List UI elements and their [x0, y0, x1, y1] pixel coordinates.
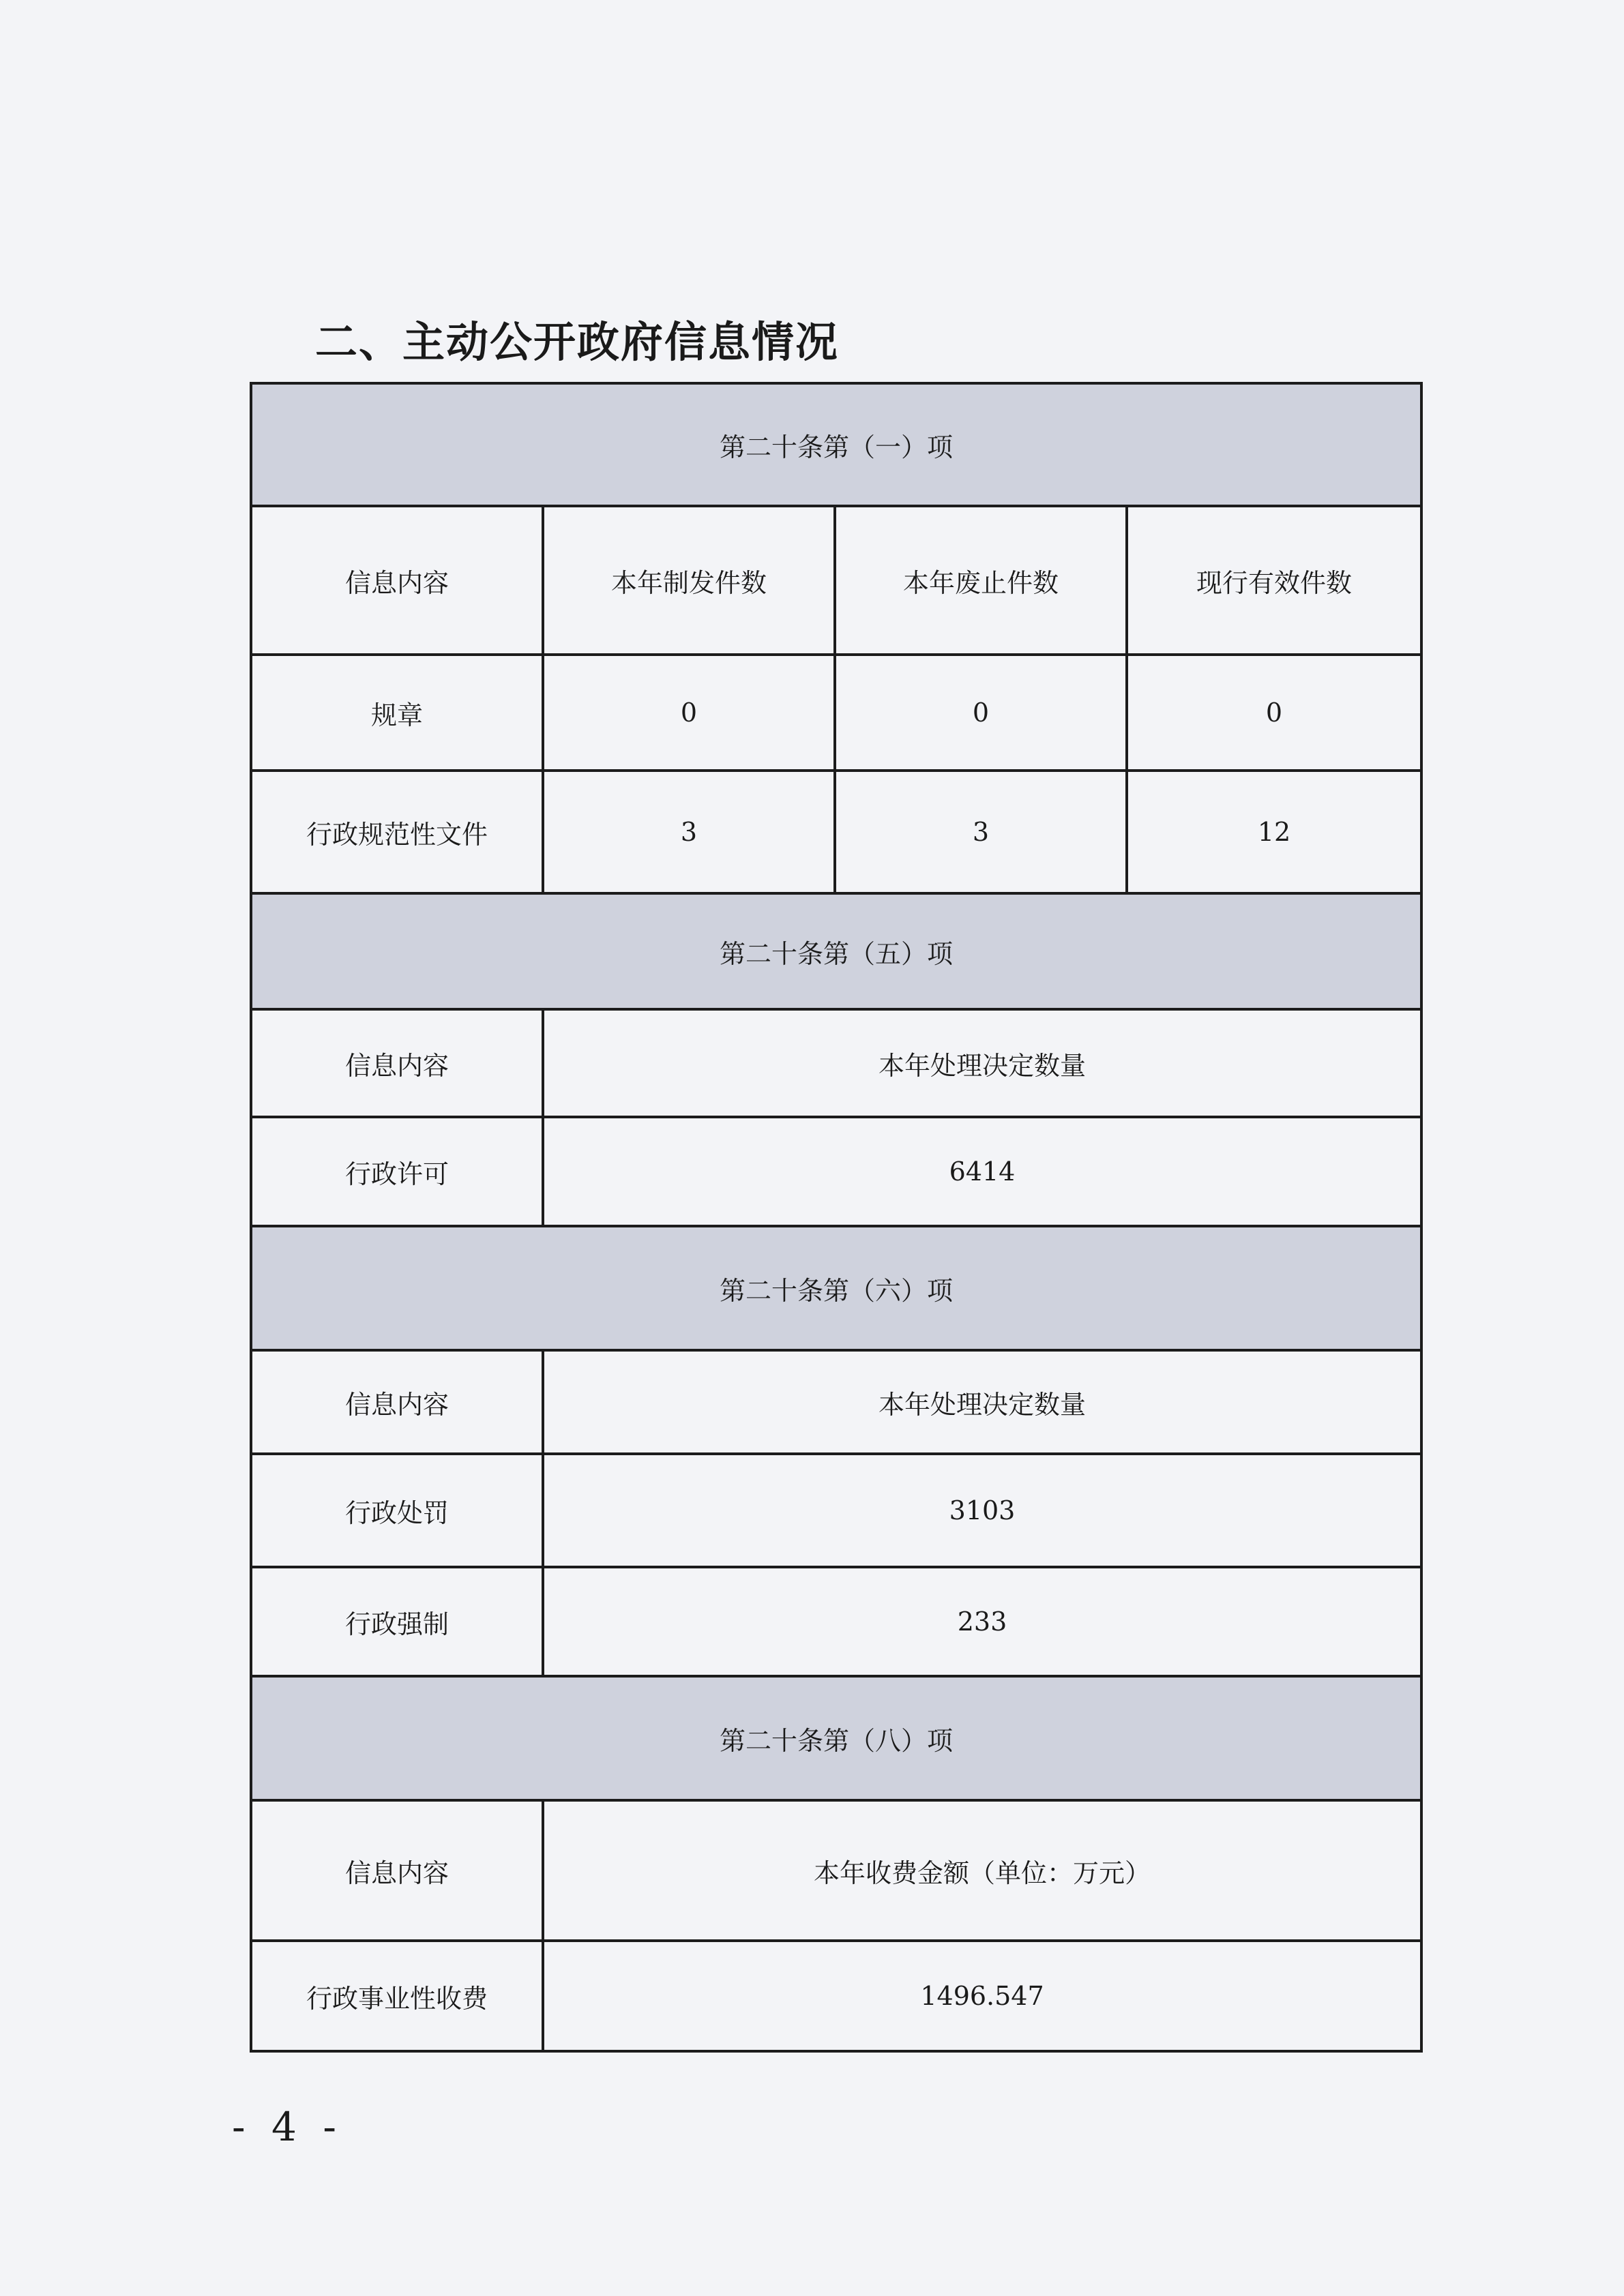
row-name: 行政强制 [251, 1567, 543, 1676]
cell-value: 3103 [543, 1454, 1421, 1567]
page-number: - 4 - [232, 2104, 343, 2150]
col-header-info: 信息内容 [251, 1009, 543, 1117]
row-name: 规章 [251, 655, 543, 771]
table-row [251, 1117, 1421, 1226]
cell-issued: 0 [543, 655, 835, 771]
section-title-article20-8: 第二十条第（八）项 [251, 1676, 1421, 1800]
col-header-abolished: 本年废止件数 [835, 506, 1127, 655]
table-row [251, 1941, 1421, 2051]
cell-valid: 12 [1127, 771, 1421, 893]
info-disclosure-table [250, 382, 1423, 2053]
cell-abolished: 0 [835, 655, 1127, 771]
section-title-article20-5: 第二十条第（五）项 [251, 893, 1421, 1009]
column-header-row [251, 1800, 1421, 1941]
section-header-row [251, 1676, 1421, 1800]
row-name: 行政事业性收费 [251, 1941, 543, 2051]
table-row [251, 655, 1421, 771]
cell-abolished: 3 [835, 771, 1127, 893]
section-header-row [251, 893, 1421, 1009]
cell-value: 233 [543, 1567, 1421, 1676]
cell-value: 1496.547 [543, 1941, 1421, 2051]
table-row [251, 1567, 1421, 1676]
row-name: 行政处罚 [251, 1454, 543, 1567]
section-title-article20-1: 第二十条第（一）项 [251, 383, 1421, 506]
column-header-row [251, 506, 1421, 655]
section-header-row [251, 1226, 1421, 1350]
row-name: 行政规范性文件 [251, 771, 543, 893]
cell-valid: 0 [1127, 655, 1421, 771]
col-header-issued: 本年制发件数 [543, 506, 835, 655]
row-name: 行政许可 [251, 1117, 543, 1226]
table-row [251, 771, 1421, 893]
col-header-info: 信息内容 [251, 1350, 543, 1454]
section-heading: 二、主动公开政府信息情况 [315, 317, 840, 367]
cell-issued: 3 [543, 771, 835, 893]
col-header-info: 信息内容 [251, 1800, 543, 1941]
table-row [251, 1454, 1421, 1567]
col-header-decisions: 本年处理决定数量 [543, 1350, 1421, 1454]
col-header-valid: 现行有效件数 [1127, 506, 1421, 655]
section-header-row [251, 383, 1421, 506]
cell-value: 6414 [543, 1117, 1421, 1226]
section-title-article20-6: 第二十条第（六）项 [251, 1226, 1421, 1350]
column-header-row [251, 1009, 1421, 1117]
col-header-info: 信息内容 [251, 506, 543, 655]
col-header-decisions: 本年处理决定数量 [543, 1009, 1421, 1117]
col-header-fees: 本年收费金额（单位：万元） [543, 1800, 1421, 1941]
column-header-row [251, 1350, 1421, 1454]
